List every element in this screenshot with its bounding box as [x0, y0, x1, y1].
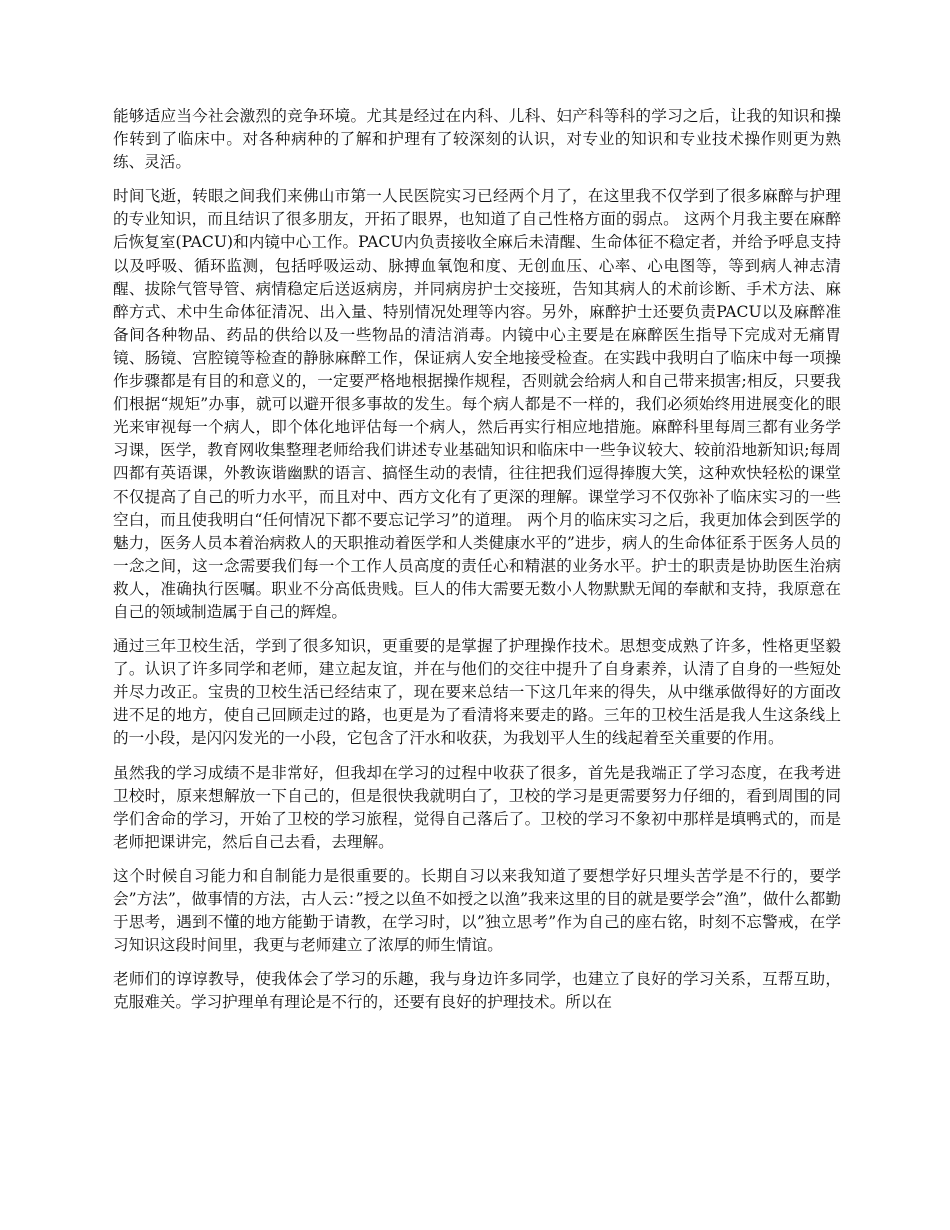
paragraph: 时间飞逝，转眼之间我们来佛山市第一人民医院实习已经两个月了，在这里我不仅学到了很多麻醉与护理的专业知识，而且结识了很多朋友，开拓了眼界，也知道了自己性格方面的弱点。 这两个月我主要在麻醉后恢复室(PACU)和内镜中心工作。PACU内负责接收全麻后未清醒、生命体征不稳定者，并给予呼息支持以及呼吸、循环监测，包括呼吸运动、脉搏血氧饱和度、无创血压、心率、心电图等，等到病人神志清醒、拔除气管导管、病情稳定后送返病房，并同病房护士交接班，告知其病人的术前诊断、手术方法、麻醉方式、术中生命体征清况、出入量、特别情况处理等内容。另外，麻醉护士还要负责PACU以及麻醉准备间各种物品、药品的供给以及一些物品的清洁消毒。内镜中心主要是在麻醉医生指导下完成对无痛胃镜、肠镜、宫腔镜等检查的静脉麻醉工作，保证病人安全地接受检查。在实践中我明白了临床中每一项操作步骤都是有目的和意义的，一定要严格地根据操作规程，否则就会给病人和自己带来损害;相反，只要我们根据“规矩”办事，就可以避开很多事故的发生。每个病人都是不一样的，我们必须始终用进展变化的眼光来审视每一个病人，即个体化地评估每一个病人，然后再实行相应地措施。麻醉科里每周三都有业务学习课，医学，教育网收集整理老师给我们讲述专业基础知识和临床中一些争议较大、较前沿地新知识;每周四都有英语课，外教诙谐幽默的语言、搞怪生动的表情，往往把我们逗得捧腹大笑，这种欢快轻松的课堂不仅提高了自己的听力水平，而且对中、西方文化有了更深的理解。课堂学习不仅弥补了临床实习的一些空白，而且使我明白“任何情况下都不要忘记学习”的道理。 两个月的临床实习之后，我更加体会到医学的魅力，医务人员本着治病救人的天职推动着医学和人类健康水平的”进步，病人的生命体征系于医务人员的一念之间，这一念需要我们每一个工作人员高度的责任心和精湛的业务水平。护士的职责是协助医生治病救人，准确执行医嘱。职业不分高低贵贱。巨人的伟大需要无数小人物默默无闻的奉献和支持，我原意在自己的领域制造属于自己的辉煌。	[113, 187, 841, 621]
paragraph: 虽然我的学习成绩不是非常好，但我却在学习的过程中收获了很多，首先是我端正了学习态度，在我考进卫校时，原来想解放一下自己的，但是很快我就明白了，卫校的学习是更需要努力仔细的，看到周围的同学们舍命的学习，开始了卫校的学习旅程，觉得自己落后了。卫校的学习不象初中那样是填鸭式的，而是老师把课讲完，然后自己去看，去理解。	[113, 763, 841, 851]
paragraph: 这个时候自习能力和自制能力是很重要的。长期自习以来我知道了要想学好只埋头苦学是不行的，要学会”方法”，做事情的方法，古人云：”授之以鱼不如授之以渔”我来这里的目的就是要学会”渔”，做什么都勤于思考，遇到不懂的地方能勤于请教，在学习时，以”独立思考”作为自己的座右铭，时刻不忘警戒，在学习知识这段时间里，我更与老师建立了浓厚的师生情谊。	[113, 866, 841, 955]
paragraph: 能够适应当今社会激烈的竞争环境。尤其是经过在内科、儿科、妇产科等科的学习之后，让我的知识和操作转到了临床中。对各种病种的了解和护理有了较深刻的认识，对专业的知识和专业技术操作则更为熟练、灵活。	[113, 107, 841, 172]
document-body	[113, 105, 841, 1014]
paragraph: 老师们的谆谆教导，使我体会了学习的乐趣，我与身边许多同学，也建立了良好的学习关系，互帮互助，克服难关。学习护理单有理论是不行的，还要有良好的护理技术。所以在	[113, 970, 841, 1012]
paragraph: 通过三年卫校生活，学到了很多知识，更重要的是掌握了护理操作技术。思想变成熟了许多，性格更坚毅了。认识了许多同学和老师，建立起友谊，并在与他们的交往中提升了自身素养，认清了自身的一些短处并尽力改正。宝贵的卫校生活已经结束了，现在要来总结一下这几年来的得失，从中继承做得好的方面改进不足的地方，使自己回顾走过的路，也更是为了看清将来要走的路。三年的卫校生活是我人生这条线上的一小段，是闪闪发光的一小段，它包含了汗水和收获，为我划平人生的线起着至关重要的作用。	[113, 637, 841, 748]
